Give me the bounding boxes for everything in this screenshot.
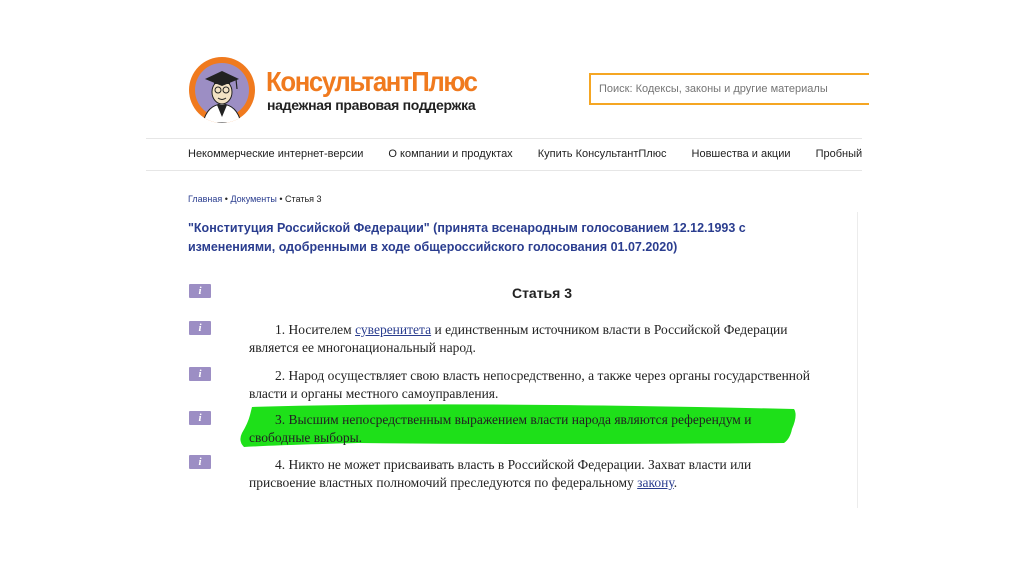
sovereignty-link[interactable]: суверенитета <box>355 322 432 337</box>
nav-item-about[interactable]: О компании и продуктах <box>388 148 513 160</box>
document-title-link[interactable]: "Конституция Российской Федерации" <box>188 221 430 235</box>
article-paragraph-3 <box>249 411 814 447</box>
nav-item-trial[interactable]: Пробный <box>815 148 862 160</box>
brand-tagline: надежная правовая поддержка <box>267 97 476 113</box>
breadcrumb-separator: • <box>279 194 283 204</box>
breadcrumb-current: Статья 3 <box>285 194 322 204</box>
info-icon[interactable]: i <box>189 321 211 335</box>
main-nav <box>188 148 862 164</box>
nav-divider-bottom <box>146 170 862 171</box>
info-icon[interactable]: i <box>189 455 211 469</box>
article-title: Статья 3 <box>511 285 573 301</box>
paragraph-text: 3. Высшим непосредственным выражением власти народа являются референдум и свободные выборы. <box>249 412 752 445</box>
nav-item-news[interactable]: Новшества и акции <box>691 148 791 160</box>
paragraph-text: и единственным источником власти в Российской Федерации является ее многонациональный народ. <box>249 322 788 355</box>
info-icon[interactable]: i <box>189 411 211 425</box>
article-paragraph-2 <box>249 367 814 403</box>
professor-mascot-icon <box>189 57 255 123</box>
paragraph-text: 1. Носителем <box>275 322 356 337</box>
paragraph-text: 4. Никто не может присваивать власть в Российской Федерации. Захват власти или присвоение властных полномочий преследуются по федеральному <box>249 457 752 490</box>
brand-name: КонсультантПлюс <box>266 66 477 97</box>
breadcrumb-documents[interactable]: Документы <box>230 194 277 204</box>
breadcrumb-separator: • <box>224 194 228 204</box>
federal-law-link[interactable]: закону <box>637 475 674 490</box>
breadcrumb-home[interactable]: Главная <box>188 194 223 204</box>
article-paragraph-4 <box>249 456 814 492</box>
document-title-details: (принята всенародным голосованием 12.12.1993 с изменениями, одобренными в ходе общероссийского голосования 01.07.2020) <box>188 221 746 254</box>
search-input[interactable] <box>589 73 869 105</box>
article-paragraph-1 <box>249 321 814 357</box>
paragraph-text: . <box>673 475 678 490</box>
content-border <box>857 212 858 508</box>
nav-item-buy[interactable]: Купить КонсультантПлюс <box>537 148 667 160</box>
info-icon[interactable]: i <box>189 284 211 298</box>
info-icon[interactable]: i <box>189 367 211 381</box>
consultantplus-logo[interactable] <box>189 57 489 125</box>
paragraph-text: 2. Народ осуществляет свою власть непосредственно, а также через органы государственной власти и органы местного самоуправления. <box>249 368 810 401</box>
nav-item-noncommercial[interactable]: Некоммерческие интернет-версии <box>188 148 364 160</box>
nav-divider-top <box>146 138 862 139</box>
document-title <box>188 219 808 257</box>
breadcrumb <box>188 194 322 204</box>
